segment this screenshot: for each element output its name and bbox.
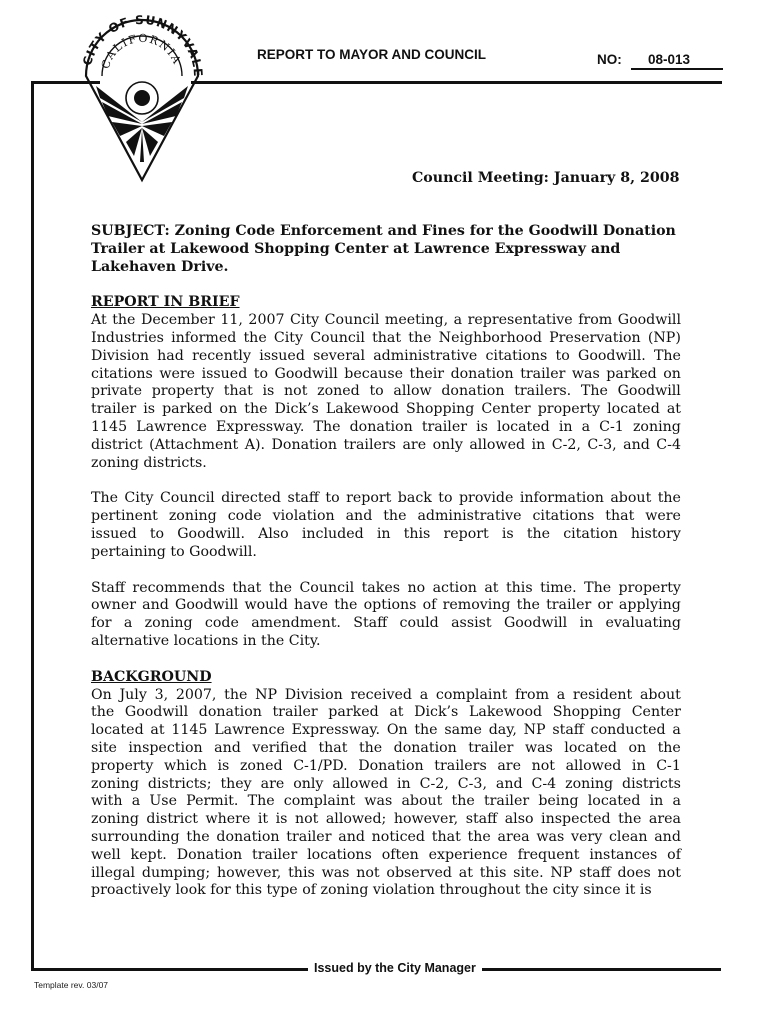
- text-line: proactively look for this type of zoning violation throughout the city since it is: [91, 882, 652, 899]
- text-line: district (Attachment A). Donation trailers are only allowed in C-2, C-3, and C-4: [91, 436, 681, 453]
- report-body: [91, 223, 681, 900]
- text-line: site inspection and verified that the donation trailer was located on the: [91, 739, 681, 756]
- report-number-underline: [631, 68, 723, 70]
- text-line: citations were issued to Goodwill because their donation trailer was parked on: [91, 365, 681, 382]
- text-line: issued to Goodwill. Also included in this report is the citation history: [91, 525, 681, 542]
- text-line: the Goodwill donation trailer parked at Dick’s Lakewood Shopping Center: [91, 704, 681, 721]
- text-line: zoning districts; they are only allowed in C-2, C-3, and C-4 zoning districts: [91, 775, 681, 792]
- text-line: pertaining to Goodwill.: [91, 543, 257, 560]
- header-rule-right: [191, 81, 722, 84]
- text-line: trailer is parked on the Dick’s Lakewood Shopping Center property located at: [91, 401, 681, 418]
- report-number-value: 08-013: [648, 52, 691, 67]
- template-revision: Template rev. 03/07: [34, 980, 109, 990]
- report-in-brief-paragraph-2: [91, 490, 681, 561]
- text-line: with a Use Permit. The complaint was about the trailer being located in a: [91, 793, 681, 810]
- report-in-brief-paragraph-3: [91, 580, 681, 651]
- background-paragraph-1: [91, 687, 681, 901]
- report-in-brief-paragraph-1: [91, 312, 681, 472]
- text-line: for a zoning code amendment. Staff could assist Goodwill in evaluating: [91, 615, 681, 632]
- background-heading: BACKGROUND: [91, 668, 212, 685]
- text-line: Industries informed the City Council that the Neighborhood Preservation (NP): [91, 329, 681, 346]
- text-line: At the December 11, 2007 City Council meeting, a representative from Goodwill: [91, 312, 681, 329]
- subject-line: Trailer at Lakewood Shopping Center at Lawrence Expressway and: [91, 240, 621, 257]
- text-line: On July 3, 2007, the NP Division received a complaint from a resident about: [91, 686, 681, 703]
- text-line: zoning districts.: [91, 454, 207, 471]
- text-line: property which is zoned C-1/PD. Donation trailers are not allowed in C-1: [91, 757, 681, 774]
- city-seal-logo: [76, 2, 208, 184]
- text-line: private property that is not zoned to allow donation trailers. The Goodwill: [91, 383, 681, 400]
- subject-line: Lakehaven Drive.: [91, 258, 229, 275]
- left-margin-rule: [31, 81, 34, 970]
- report-title: REPORT TO MAYOR AND COUNCIL: [257, 47, 487, 62]
- issued-by-city-manager: Issued by the City Manager: [308, 961, 482, 975]
- text-line: well kept. Donation trailer locations often experience frequent instances of: [91, 846, 681, 863]
- text-line: zoning district where it is not allowed; however, staff also inspected the area: [91, 811, 681, 828]
- report-number-label: NO:: [597, 52, 622, 67]
- text-line: 1145 Lawrence Expressway. The donation trailer is located in a C-1 zoning: [91, 418, 681, 435]
- text-line: Staff recommends that the Council takes no action at this time. The property: [91, 579, 681, 596]
- council-meeting-date: Council Meeting: January 8, 2008: [412, 170, 680, 186]
- text-line: owner and Goodwill would have the options of removing the trailer or applying: [91, 597, 681, 614]
- header-rule: [31, 81, 100, 84]
- text-line: illegal dumping; however, this was not observed at this site. NP staff does not: [91, 864, 681, 881]
- subject-block: [91, 223, 681, 276]
- text-line: located at 1145 Lawrence Expressway. On the same day, NP staff conducted a: [91, 722, 681, 739]
- text-line: pertinent zoning code violation and the administrative citations that were: [91, 508, 681, 525]
- text-line: Division had recently issued several administrative citations to Goodwill. The: [91, 347, 681, 364]
- report-in-brief-heading: REPORT IN BRIEF: [91, 294, 240, 311]
- text-line: The City Council directed staff to report back to provide information about the: [91, 490, 681, 507]
- svg-text:CITY OF SUNNYVALE: CITY OF SUNNYVALE: [80, 12, 206, 78]
- svg-text:CALIFORNIA: CALIFORNIA: [98, 31, 184, 71]
- text-line: alternative locations in the City.: [91, 632, 321, 649]
- subject-line: SUBJECT: Zoning Code Enforcement and Fines for the Goodwill Donation: [91, 223, 676, 239]
- text-line: surrounding the donation trailer and noticed that the area was very clean and: [91, 828, 681, 845]
